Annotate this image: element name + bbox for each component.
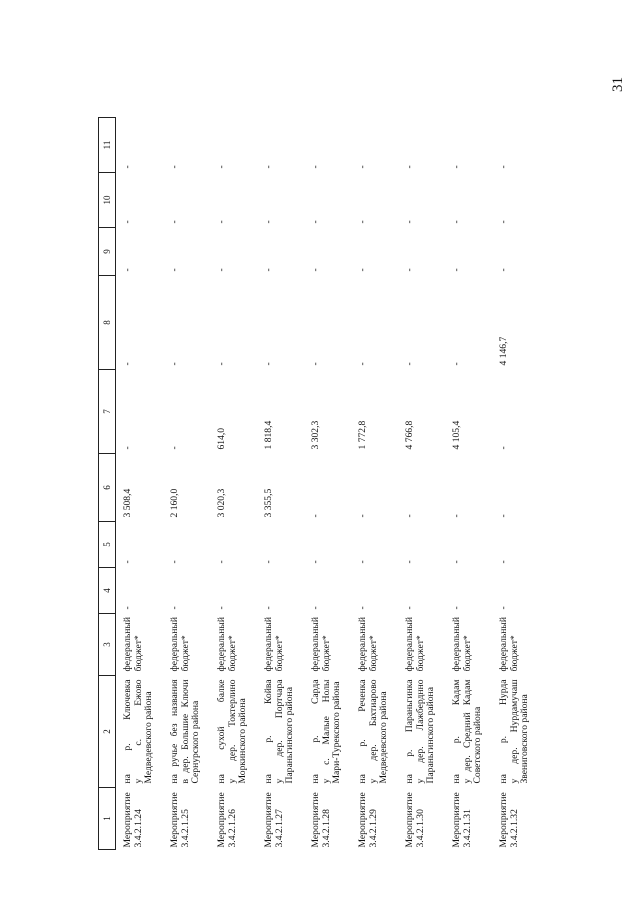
- funding-source-cell: федеральный бюджет*: [169, 616, 191, 672]
- event-cell: Мероприятие 3.4.2.1.28: [310, 792, 332, 848]
- value-cell-9: -: [216, 268, 227, 272]
- value-cell-9: -: [310, 268, 321, 272]
- location-cell: [166, 676, 213, 788]
- page-number-text: 31: [609, 76, 626, 92]
- location-line-2: у дер. Средний Кадам: [461, 679, 473, 784]
- col-header-10: 10: [99, 173, 116, 228]
- value-cell-7: 4 766,8: [404, 420, 415, 450]
- location-line-1: на р. Кадам: [451, 679, 462, 784]
- table-row: [166, 118, 213, 850]
- col-header-11: 11: [99, 118, 116, 173]
- location-line-1: на р. Сарда: [310, 679, 321, 784]
- value-cell-8: -: [216, 362, 227, 366]
- table-row: [354, 118, 401, 850]
- value-cell-8: -: [263, 362, 274, 366]
- value-cell-6: 3 355,5: [263, 488, 274, 518]
- location-line-2: у дер. Лажберднно: [414, 679, 426, 784]
- value-cell-7: 1 818,4: [263, 420, 274, 450]
- value-cell-5: -: [169, 560, 180, 564]
- location-line-1: на р. Койва: [263, 679, 274, 784]
- table-row: [401, 118, 448, 850]
- event-cell: Мероприятие 3.4.2.1.25: [169, 792, 191, 848]
- value-cell-4: -: [404, 606, 415, 610]
- location-line-2: у дер. Нурдамучаш: [508, 679, 520, 784]
- page-number: [604, 64, 632, 104]
- location-line-3: Звениговского района: [519, 694, 531, 784]
- value-cell-8: -: [404, 362, 415, 366]
- location-line-3: Медведевского района: [378, 691, 390, 784]
- value-cell-4: -: [498, 606, 509, 610]
- funding-source-cell: федеральный бюджет*: [404, 616, 426, 672]
- table-header: [99, 118, 116, 850]
- col-header-7: 7: [99, 370, 116, 454]
- value-cell-11: -: [498, 165, 509, 169]
- value-cell-11: -: [451, 165, 462, 169]
- value-cell-10: -: [498, 220, 509, 224]
- value-cell-11: -: [169, 165, 180, 169]
- location-cell: [401, 676, 448, 788]
- value-cell-6: 3 020,3: [216, 488, 227, 518]
- event-cell: Мероприятие 3.4.2.1.24: [122, 792, 144, 848]
- location-line-3: Мари-Турекского района: [331, 681, 343, 784]
- value-cell-9: -: [498, 268, 509, 272]
- event-cell: Мероприятие 3.4.2.1.29: [357, 792, 379, 848]
- table-row: [213, 118, 260, 850]
- value-cell-8: -: [310, 362, 321, 366]
- value-cell-5: -: [310, 560, 321, 564]
- value-cell-5: -: [263, 560, 274, 564]
- event-cell: Мероприятие 3.4.2.1.27: [263, 792, 285, 848]
- value-cell-5: -: [451, 560, 462, 564]
- location-line-3: Параньгинского района: [284, 687, 296, 784]
- location-line-3: Сернурского района: [190, 700, 202, 784]
- location-cell: [260, 676, 307, 788]
- value-cell-6: -: [357, 514, 368, 518]
- value-cell-6: -: [404, 514, 415, 518]
- location-line-3: Советского района: [472, 706, 484, 784]
- funding-source-cell: федеральный бюджет*: [498, 616, 520, 672]
- funding-source-cell: федеральный бюджет*: [310, 616, 332, 672]
- table-row: [448, 118, 495, 850]
- value-cell-8: 4 146,7: [498, 336, 509, 366]
- table-row: [260, 118, 307, 850]
- table-row: [495, 118, 542, 850]
- value-cell-5: -: [216, 560, 227, 564]
- value-cell-9: -: [263, 268, 274, 272]
- value-cell-4: -: [451, 606, 462, 610]
- value-cell-6: 3 508,4: [122, 488, 133, 518]
- value-cell-5: -: [357, 560, 368, 564]
- location-cell: [354, 676, 401, 788]
- value-cell-9: -: [451, 268, 462, 272]
- value-cell-11: -: [216, 165, 227, 169]
- col-header-9: 9: [99, 228, 116, 276]
- value-cell-9: -: [404, 268, 415, 272]
- location-cell: [448, 676, 495, 788]
- value-cell-7: 1 772,8: [357, 420, 368, 450]
- event-cell: Мероприятие 3.4.2.1.32: [498, 792, 520, 848]
- value-cell-9: -: [169, 268, 180, 272]
- location-line-1: на р. Параньгинка: [404, 679, 415, 784]
- value-cell-4: -: [310, 606, 321, 610]
- value-cell-11: -: [263, 165, 274, 169]
- location-cell: [213, 676, 260, 788]
- value-cell-5: -: [498, 560, 509, 564]
- value-cell-6: -: [498, 514, 509, 518]
- table-body: [116, 118, 543, 850]
- location-line-2: у с. Ежово: [132, 679, 144, 784]
- location-cell: [495, 676, 542, 788]
- funding-source-cell: федеральный бюджет*: [216, 616, 238, 672]
- table-row: [307, 118, 354, 850]
- value-cell-7: -: [498, 446, 509, 450]
- location-line-2: у дер. Токтерлино: [226, 679, 238, 784]
- value-cell-5: -: [122, 560, 133, 564]
- value-cell-7: 4 105,4: [451, 420, 462, 450]
- value-cell-4: -: [169, 606, 180, 610]
- event-cell: Мероприятие 3.4.2.1.30: [404, 792, 426, 848]
- col-header-1: 1: [99, 788, 116, 850]
- value-cell-11: -: [357, 165, 368, 169]
- funding-source-cell: федеральный бюджет*: [122, 616, 144, 672]
- event-cell: Мероприятие 3.4.2.1.26: [216, 792, 238, 848]
- value-cell-10: -: [357, 220, 368, 224]
- location-line-1: на р. Ключевка: [122, 679, 133, 784]
- value-cell-11: -: [122, 165, 133, 169]
- location-line-1: на ручье без названия: [169, 679, 180, 784]
- location-cell: [116, 676, 167, 788]
- value-cell-7: -: [169, 446, 180, 450]
- value-cell-9: -: [122, 268, 133, 272]
- funding-source-cell: федеральный бюджет*: [263, 616, 285, 672]
- value-cell-4: -: [357, 606, 368, 610]
- location-cell: [307, 676, 354, 788]
- table-row: [116, 118, 167, 850]
- value-cell-11: -: [404, 165, 415, 169]
- location-line-3: Медведевского района: [143, 691, 155, 784]
- budget-table: [98, 117, 542, 850]
- funding-source-cell: федеральный бюджет*: [357, 616, 379, 672]
- location-line-3: Моркинского района: [237, 698, 249, 784]
- value-cell-4: -: [216, 606, 227, 610]
- value-cell-10: -: [404, 220, 415, 224]
- value-cell-6: 2 160,0: [169, 488, 180, 518]
- col-header-8: 8: [99, 276, 116, 370]
- location-line-2: в дер. Большие Ключи: [179, 679, 191, 784]
- location-line-2: у дер. Портчара: [273, 679, 285, 784]
- col-header-4: 4: [99, 568, 116, 614]
- value-cell-10: -: [169, 220, 180, 224]
- value-cell-7: -: [122, 446, 133, 450]
- value-cell-10: -: [310, 220, 321, 224]
- location-line-2: у дер. Бахтиарово: [367, 679, 379, 784]
- col-header-6: 6: [99, 454, 116, 522]
- value-cell-10: -: [263, 220, 274, 224]
- value-cell-8: -: [357, 362, 368, 366]
- value-cell-5: -: [404, 560, 415, 564]
- value-cell-10: -: [122, 220, 133, 224]
- location-line-1: на сухой балке: [216, 679, 227, 784]
- value-cell-6: -: [451, 514, 462, 518]
- value-cell-4: -: [122, 606, 133, 610]
- col-header-5: 5: [99, 522, 116, 568]
- value-cell-4: -: [263, 606, 274, 610]
- header-row: [99, 118, 116, 850]
- col-header-3: 3: [99, 614, 116, 676]
- col-header-2: 2: [99, 676, 116, 788]
- value-cell-8: -: [122, 362, 133, 366]
- value-cell-10: -: [451, 220, 462, 224]
- value-cell-7: 3 302,3: [310, 420, 321, 450]
- value-cell-9: -: [357, 268, 368, 272]
- rotated-table-area: [98, 118, 610, 850]
- location-line-3: Параньгинского района: [425, 687, 437, 784]
- event-cell: Мероприятие 3.4.2.1.31: [451, 792, 473, 848]
- value-cell-10: -: [216, 220, 227, 224]
- value-cell-11: -: [310, 165, 321, 169]
- location-line-1: на р. Реченка: [357, 679, 368, 784]
- location-line-1: на р. Нурда: [498, 679, 509, 784]
- value-cell-8: -: [169, 362, 180, 366]
- location-line-2: у с. Малые Нолы: [320, 679, 332, 784]
- value-cell-7: 614,0: [216, 427, 227, 450]
- funding-source-cell: федеральный бюджет*: [451, 616, 473, 672]
- value-cell-8: -: [451, 362, 462, 366]
- value-cell-6: -: [310, 514, 321, 518]
